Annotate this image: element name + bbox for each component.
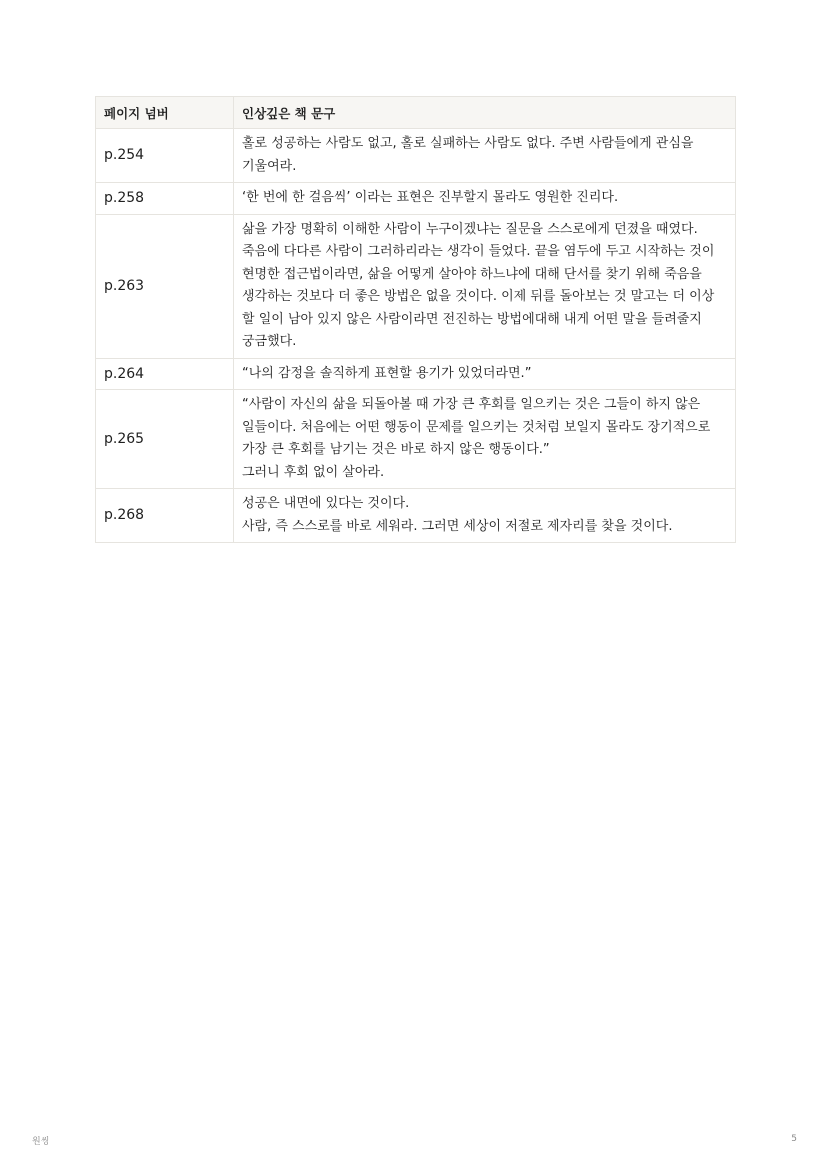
table-row [96, 183, 736, 215]
page-number-cell: p.263 [96, 214, 234, 358]
page-number-cell: p.264 [96, 358, 234, 390]
table-row [96, 358, 736, 390]
table-row [96, 390, 736, 489]
quote-cell: 삶을 가장 명확히 이해한 사람이 누구이겠냐는 질문을 스스로에게 던졌을 때였다. 죽음에 다다른 사람이 그러하리라는 생각이 들었다. 끝을 염두에 두고 시작하는 것이 현명한 접근법이라면, 삶을 어떻게 살아야 하느냐에 대해 단서를 찾기 위해 죽음을 생각하는 것보다 더 좋은 방법은 없을 것이다. 이제 뒤를 돌아보는 것 말고는 더 이상 할 일이 남아 있지 않은 사람이라면 전진하는 방법에대해 내게 어떤 말을 들려줄지 궁금했다. [234, 214, 736, 358]
quote-cell: 홀로 성공하는 사람도 없고, 홀로 실패하는 사람도 없다. 주변 사람들에게 관심을 기울여라. [234, 129, 736, 183]
book-quotes-table [95, 96, 736, 543]
table-row [96, 214, 736, 358]
page-number-header: 페이지 넘버 [96, 97, 234, 129]
page-number-cell: p.268 [96, 489, 234, 543]
quote-cell: “나의 감정을 솔직하게 표현할 용기가 있었더라면.” [234, 358, 736, 390]
table-row [96, 129, 736, 183]
quote-cell: ‘한 번에 한 걸음씩’ 이라는 표현은 진부할지 몰라도 영원한 진리다. [234, 183, 736, 215]
page-number-cell: p.265 [96, 390, 234, 489]
quote-cell: 성공은 내면에 있다는 것이다. 사람, 즉 스스로를 바로 세워라. 그러면 세상이 저절로 제자리를 찾을 것이다. [234, 489, 736, 543]
footer-book-title: 원씽 [32, 1137, 50, 1147]
footer-page-number: 5 [791, 1134, 797, 1144]
page-number-cell: p.254 [96, 129, 234, 183]
table-row [96, 489, 736, 543]
quote-header: 인상깊은 책 문구 [234, 97, 736, 129]
page-number-cell: p.258 [96, 183, 234, 215]
table-header-row [96, 97, 736, 129]
quote-cell: “사람이 자신의 삶을 되돌아볼 때 가장 큰 후회를 일으키는 것은 그들이 하지 않은 일들이다. 처음에는 어떤 행동이 문제를 일으키는 것처럼 보일지 몰라도 장기적으로 가장 큰 후회를 남기는 것은 바로 하지 않은 행동이다.” 그러니 후회 없이 살아라. [234, 390, 736, 489]
